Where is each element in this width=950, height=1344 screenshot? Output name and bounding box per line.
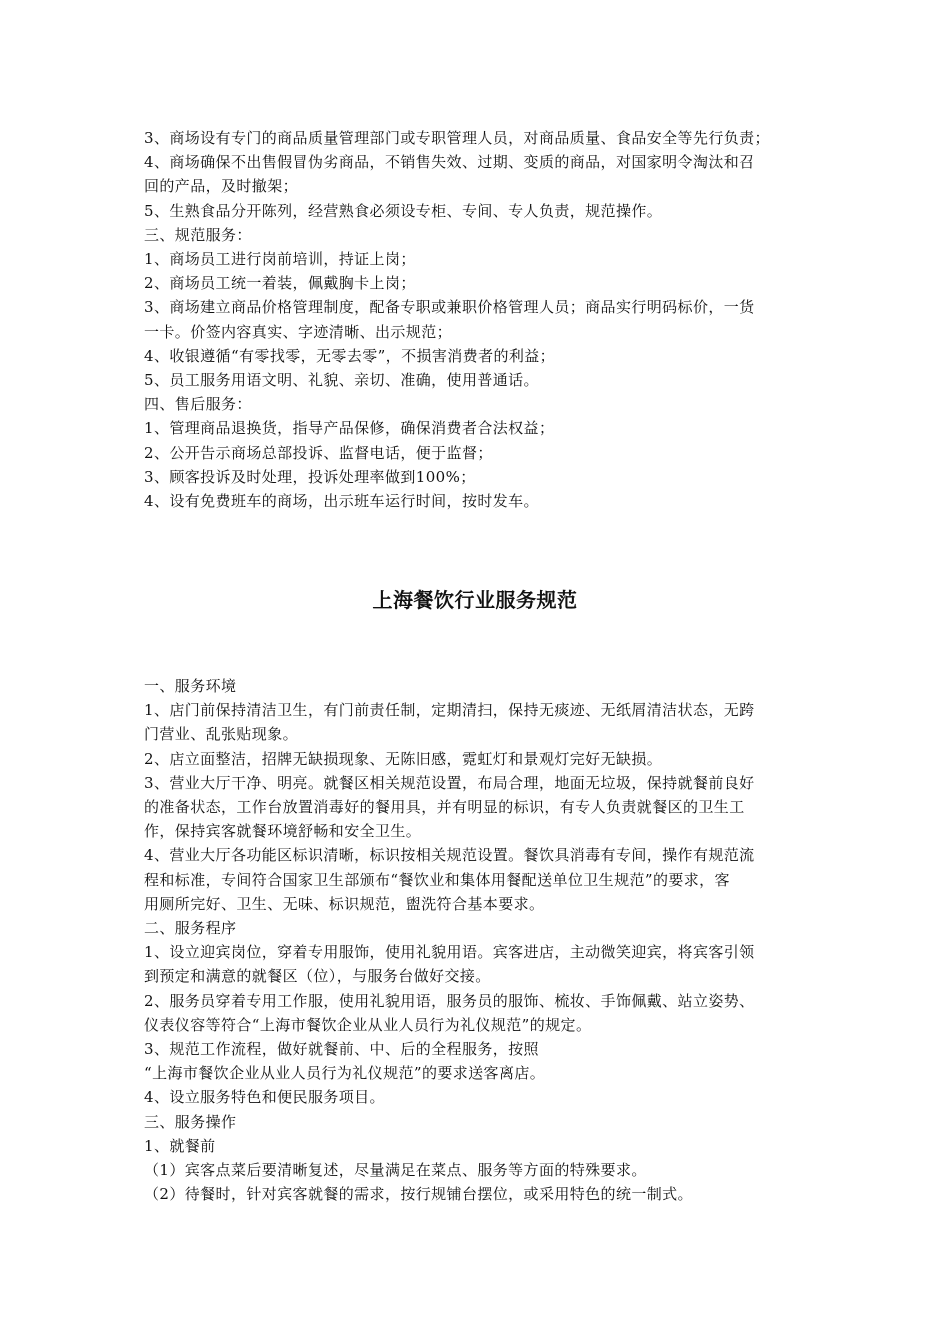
text-line: 2、商场员工统一着装，佩戴胸卡上岗； xyxy=(144,274,416,293)
section-heading: 三、服务操作 xyxy=(144,1112,237,1131)
text-line: 4、营业大厅各功能区标识清晰，标识按相关规范设置。餐饮具消毒有专间，操作有规范流 xyxy=(144,846,755,865)
text-line: 1、商场员工进行岗前培训，持证上岗； xyxy=(144,250,416,269)
text-line: 2、店立面整洁，招牌无缺损现象、无陈旧感，霓虹灯和景观灯完好无缺损。 xyxy=(144,749,663,768)
section-store-service-continued xyxy=(144,126,814,513)
text-line: 5、生熟食品分开陈列，经营熟食必须设专柜、专间、专人负责，规范操作。 xyxy=(144,201,663,220)
text-line: 2、公开告示商场总部投诉、监督电话，便于监督； xyxy=(144,443,493,462)
text-line: 1、管理商品退换货，指导产品保修，确保消费者合法权益； xyxy=(144,419,555,438)
text-line: 到预定和满意的就餐区（位），与服务台做好交接。 xyxy=(144,967,491,986)
text-line: （1）宾客点菜后要清晰复述，尽量满足在菜点、服务等方面的特殊要求。 xyxy=(144,1161,647,1180)
section-catering-service xyxy=(144,674,814,1206)
text-line: 2、服务员穿着专用工作服，使用礼貌用语，服务员的服饰、梳妆、手饰佩戴、站立姿势、 xyxy=(144,991,755,1010)
document-title: 上海餐饮行业服务规范 xyxy=(372,588,578,612)
text-line: 3、规范工作流程，做好就餐前、中、后的全程服务，按照 xyxy=(144,1040,539,1059)
section-heading: 一、服务环境 xyxy=(144,677,237,695)
subsection-heading: 1、就餐前 xyxy=(144,1136,216,1155)
text-line: 的准备状态，工作台放置消毒好的餐用具，并有明显的标识，有专人负责就餐区的卫生工 xyxy=(144,798,745,817)
section-heading: 四、售后服务： xyxy=(144,395,252,414)
text-line: 3、营业大厅干净、明亮。就餐区相关规范设置，布局合理，地面无垃圾，保持就餐前良好 xyxy=(144,773,755,792)
text-line: 仪表仪容等符合“上海市餐饮企业从业人员行为礼仪规范”的规定。 xyxy=(144,1015,592,1034)
section-heading: 二、服务程序 xyxy=(144,919,237,938)
text-line: 门营业、乱张贴现象。 xyxy=(144,725,299,744)
text-line: 1、店门前保持清洁卫生，有门前责任制，定期清扫，保持无痰迹、无纸屑清洁状态，无跨 xyxy=(144,701,755,720)
text-line: 回的产品，及时撤架； xyxy=(144,177,299,196)
text-line: 一卡。价签内容真实、字迹清晰、出示规范； xyxy=(144,322,453,341)
text-line: （2）待餐时，针对宾客就餐的需求，按行规铺台摆位，或采用特色的统一制式。 xyxy=(144,1185,693,1204)
text-line: 1、设立迎宾岗位，穿着专用服饰，使用礼貌用语。宾客进店，主动微笑迎宾，将宾客引领 xyxy=(144,943,755,962)
text-line: 4、商场确保不出售假冒伪劣商品，不销售失效、过期、变质的商品，对国家明令淘汰和召 xyxy=(144,153,755,172)
text-line: 3、商场建立商品价格管理制度，配备专职或兼职价格管理人员；商品实行明码标价，一货 xyxy=(144,298,755,317)
text-line: 4、收银遵循“有零找零，无零去零”，不损害消费者的利益； xyxy=(144,346,556,365)
text-line: 4、设立服务特色和便民服务项目。 xyxy=(144,1088,385,1107)
text-line: 程和标准，专间符合国家卫生部颁布“餐饮业和集体用餐配送单位卫生规范”的要求，客 xyxy=(144,870,730,889)
text-line: “上海市餐饮企业从业人员行为礼仪规范”的要求送客离店。 xyxy=(144,1064,546,1083)
text-line: 3、顾客投诉及时处理，投诉处理率做到100%； xyxy=(144,467,476,486)
text-line: 作，保持宾客就餐环境舒畅和安全卫生。 xyxy=(144,822,422,841)
text-line: 4、设有免费班车的商场，出示班车运行时间，按时发车。 xyxy=(144,492,539,511)
text-line: 3、商场设有专门的商品质量管理部门或专职管理人员，对商品质量、食品安全等先行负责； xyxy=(144,129,770,147)
text-line: 5、员工服务用语文明、礼貌、亲切、准确，使用普通话。 xyxy=(144,371,539,390)
text-line: 用厕所完好、卫生、无味、标识规范，盥洗符合基本要求。 xyxy=(144,894,545,913)
section-heading: 三、规范服务： xyxy=(144,225,252,244)
